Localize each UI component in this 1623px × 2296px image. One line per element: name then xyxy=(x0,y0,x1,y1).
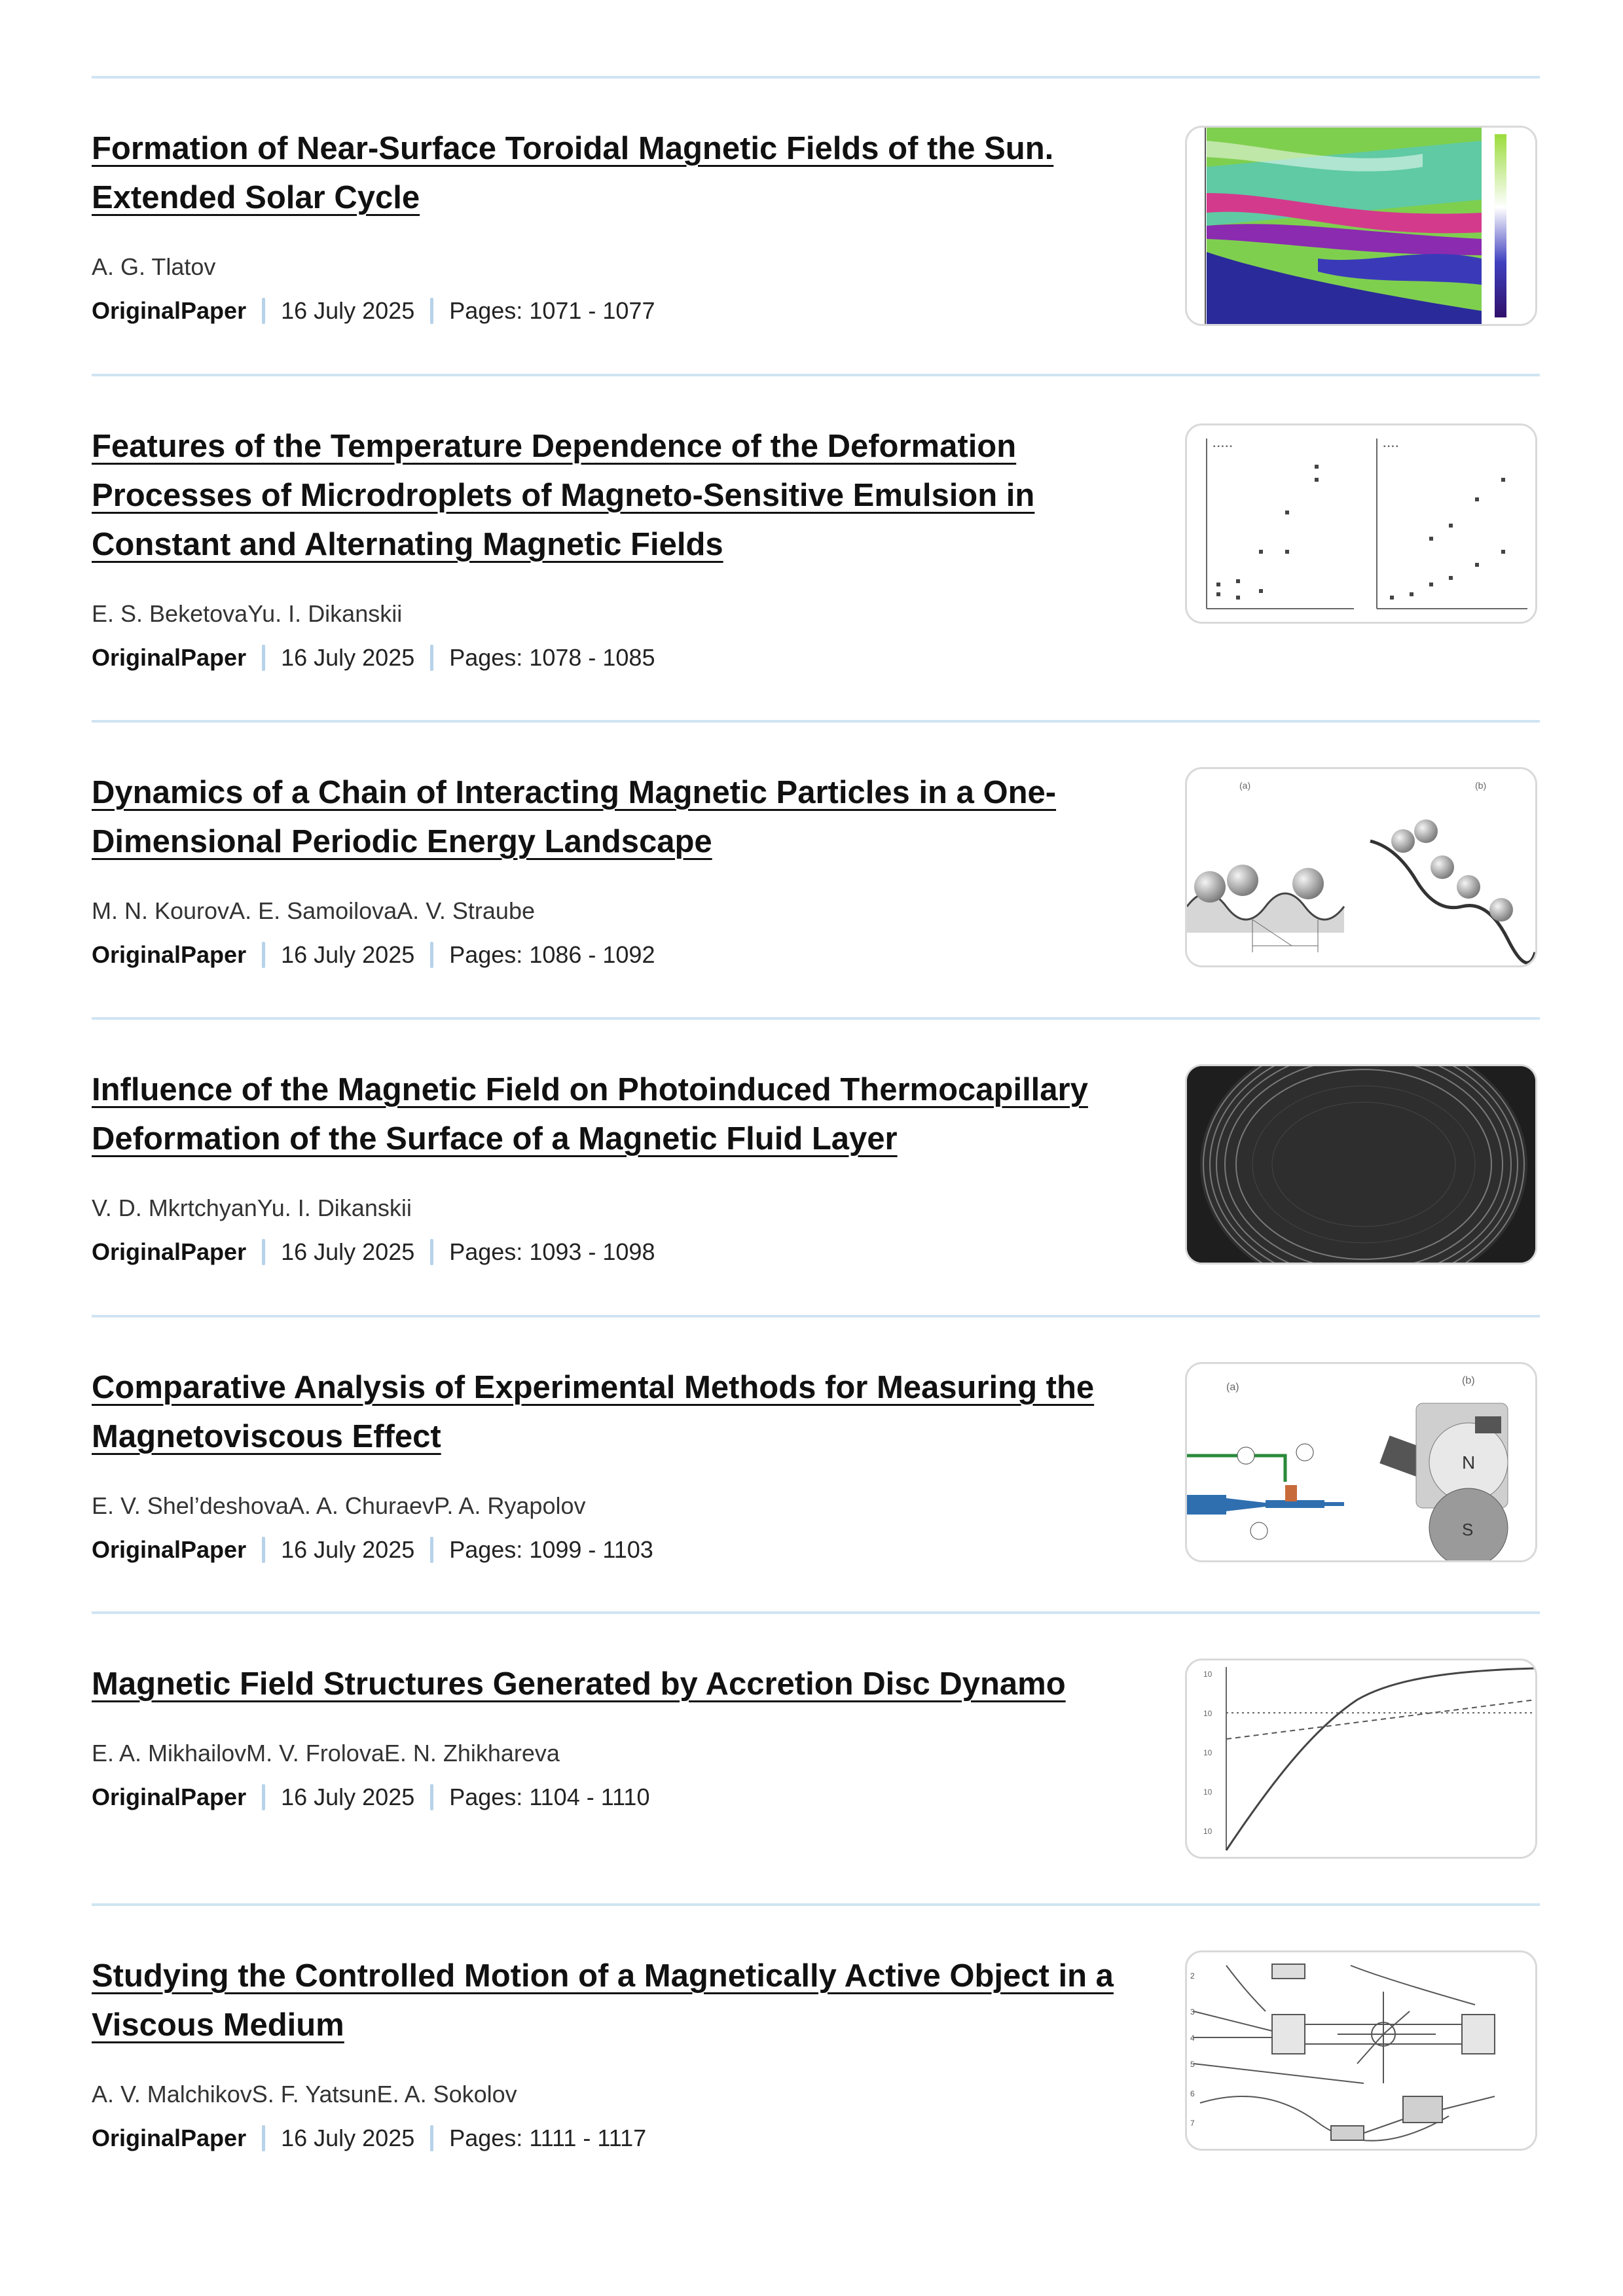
svg-text:(a): (a) xyxy=(1226,1382,1239,1393)
svg-text:7: 7 xyxy=(1190,2119,1195,2128)
article-date: 16 July 2025 xyxy=(281,941,415,968)
meta-divider xyxy=(430,1239,433,1265)
svg-text:▪ ▪ ▪ ▪ ▪: ▪ ▪ ▪ ▪ ▪ xyxy=(1213,443,1232,450)
meta-divider xyxy=(262,1537,265,1563)
article-type: OriginalPaper xyxy=(92,2125,247,2151)
meta-divider xyxy=(430,645,433,671)
article-date: 16 July 2025 xyxy=(281,1238,415,1265)
article-title xyxy=(92,422,1152,569)
svg-text:(b): (b) xyxy=(1462,1375,1475,1386)
scatter-plot-thumbnail[interactable] xyxy=(1185,423,1537,624)
article-date: 16 July 2025 xyxy=(281,2125,415,2151)
meta-divider xyxy=(262,2125,265,2151)
meta-divider xyxy=(262,645,265,671)
article-meta xyxy=(92,1784,649,1811)
butterfly-diagram-thumbnail[interactable] xyxy=(1185,126,1537,326)
article-meta xyxy=(92,297,655,325)
line-graph-thumbnail[interactable] xyxy=(1185,1659,1537,1859)
article-authors: E. S. BeketovaYu. I. Dikanskii xyxy=(92,600,403,627)
article-meta xyxy=(92,941,655,969)
article-pages: Pages: 1078 - 1085 xyxy=(449,644,655,671)
svg-text:▪ ▪ ▪ ▪: ▪ ▪ ▪ ▪ xyxy=(1383,443,1398,450)
article-authors: V. D. MkrtchyanYu. I. Dikanskii xyxy=(92,1194,412,1221)
svg-text:S: S xyxy=(1462,1520,1474,1539)
article-type: OriginalPaper xyxy=(92,941,247,968)
meta-divider xyxy=(430,298,433,324)
article-type: OriginalPaper xyxy=(92,1536,247,1563)
meta-divider xyxy=(262,298,265,324)
article-meta xyxy=(92,1238,655,1266)
article-title-link[interactable]: Features of the Temperature Dependence of the Deformation Processes of Microdroplets of Magneto-Sensitive Emulsion in Constant and Alternating Magnetic Fields xyxy=(92,429,1035,562)
article-authors: E. A. MikhailovM. V. FrolovaE. N. Zhikhareva xyxy=(92,1740,560,1767)
article-type: OriginalPaper xyxy=(92,297,247,324)
article-meta xyxy=(92,644,655,672)
svg-text:10: 10 xyxy=(1203,1748,1213,1757)
article-title xyxy=(92,1363,1152,1462)
article-item xyxy=(92,1611,1540,1906)
article-date: 16 July 2025 xyxy=(281,644,415,671)
article-meta xyxy=(92,1536,653,1564)
article-date: 16 July 2025 xyxy=(281,297,415,324)
particle-chain-thumbnail[interactable] xyxy=(1185,767,1537,967)
svg-text:(b): (b) xyxy=(1475,780,1487,791)
meta-divider xyxy=(430,2125,433,2151)
article-authors: A. V. MalchikovS. F. YatsunE. A. Sokolov xyxy=(92,2081,517,2108)
article-title xyxy=(92,124,1152,223)
svg-text:N: N xyxy=(1462,1452,1476,1473)
article-pages: Pages: 1086 - 1092 xyxy=(449,941,655,968)
svg-text:(a): (a) xyxy=(1239,780,1251,791)
article-type: OriginalPaper xyxy=(92,1238,247,1265)
article-item xyxy=(92,76,1540,376)
svg-text:6: 6 xyxy=(1190,2089,1195,2098)
article-title xyxy=(92,768,1152,867)
interference-rings-thumbnail[interactable] xyxy=(1185,1064,1537,1265)
experimental-setup-thumbnail[interactable] xyxy=(1185,1362,1537,1562)
article-meta xyxy=(92,2125,646,2152)
article-pages: Pages: 1071 - 1077 xyxy=(449,297,655,324)
article-item xyxy=(92,1315,1540,1614)
article-title xyxy=(92,1952,1152,2050)
mechanism-diagram-thumbnail[interactable] xyxy=(1185,1950,1537,2151)
meta-divider xyxy=(430,1784,433,1810)
article-pages: Pages: 1104 - 1110 xyxy=(449,1784,650,1810)
article-title-link[interactable]: Comparative Analysis of Experimental Methods for Measuring the Magnetoviscous Effect xyxy=(92,1370,1095,1454)
article-title-link[interactable]: Influence of the Magnetic Field on Photoinduced Thermocapillary Deformation of the Surface of a Magnetic Fluid Layer xyxy=(92,1072,1088,1157)
article-authors: A. G. Tlatov xyxy=(92,253,216,280)
svg-text:4: 4 xyxy=(1190,2034,1195,2043)
article-item xyxy=(92,374,1540,723)
article-item xyxy=(92,1903,1540,2194)
svg-text:10: 10 xyxy=(1203,1709,1213,1718)
article-title-link[interactable]: Formation of Near-Surface Toroidal Magnetic Fields of the Sun. Extended Solar Cycle xyxy=(92,131,1054,215)
article-type: OriginalPaper xyxy=(92,644,247,671)
article-date: 16 July 2025 xyxy=(281,1536,415,1563)
article-title-link[interactable]: Magnetic Field Structures Generated by Accretion Disc Dynamo xyxy=(92,1666,1066,1702)
svg-text:3: 3 xyxy=(1190,2007,1195,2017)
article-pages: Pages: 1111 - 1117 xyxy=(449,2125,647,2151)
meta-divider xyxy=(430,942,433,968)
article-item xyxy=(92,1017,1540,1318)
meta-divider xyxy=(430,1537,433,1563)
svg-text:2: 2 xyxy=(1190,1971,1195,1981)
svg-text:5: 5 xyxy=(1190,2060,1195,2069)
article-pages: Pages: 1093 - 1098 xyxy=(449,1238,655,1265)
svg-text:10: 10 xyxy=(1203,1670,1213,1679)
article-title xyxy=(92,1066,1152,1164)
article-title xyxy=(92,1660,1152,1709)
article-authors: E. V. Shel’deshovaA. A. ChuraevP. A. Ryapolov xyxy=(92,1492,586,1519)
article-type: OriginalPaper xyxy=(92,1784,247,1810)
article-title-link[interactable]: Studying the Controlled Motion of a Magnetically Active Object in a Viscous Medium xyxy=(92,1958,1114,2043)
article-item xyxy=(92,720,1540,1020)
article-date: 16 July 2025 xyxy=(281,1784,415,1810)
article-authors: M. N. KourovA. E. SamoilovaA. V. Straube xyxy=(92,897,535,924)
meta-divider xyxy=(262,1239,265,1265)
svg-text:10: 10 xyxy=(1203,1787,1213,1797)
meta-divider xyxy=(262,1784,265,1810)
svg-text:10: 10 xyxy=(1203,1827,1213,1836)
article-title-link[interactable]: Dynamics of a Chain of Interacting Magnetic Particles in a One-Dimensional Periodic Energy Landscape xyxy=(92,775,1057,859)
article-pages: Pages: 1099 - 1103 xyxy=(449,1536,653,1563)
meta-divider xyxy=(262,942,265,968)
